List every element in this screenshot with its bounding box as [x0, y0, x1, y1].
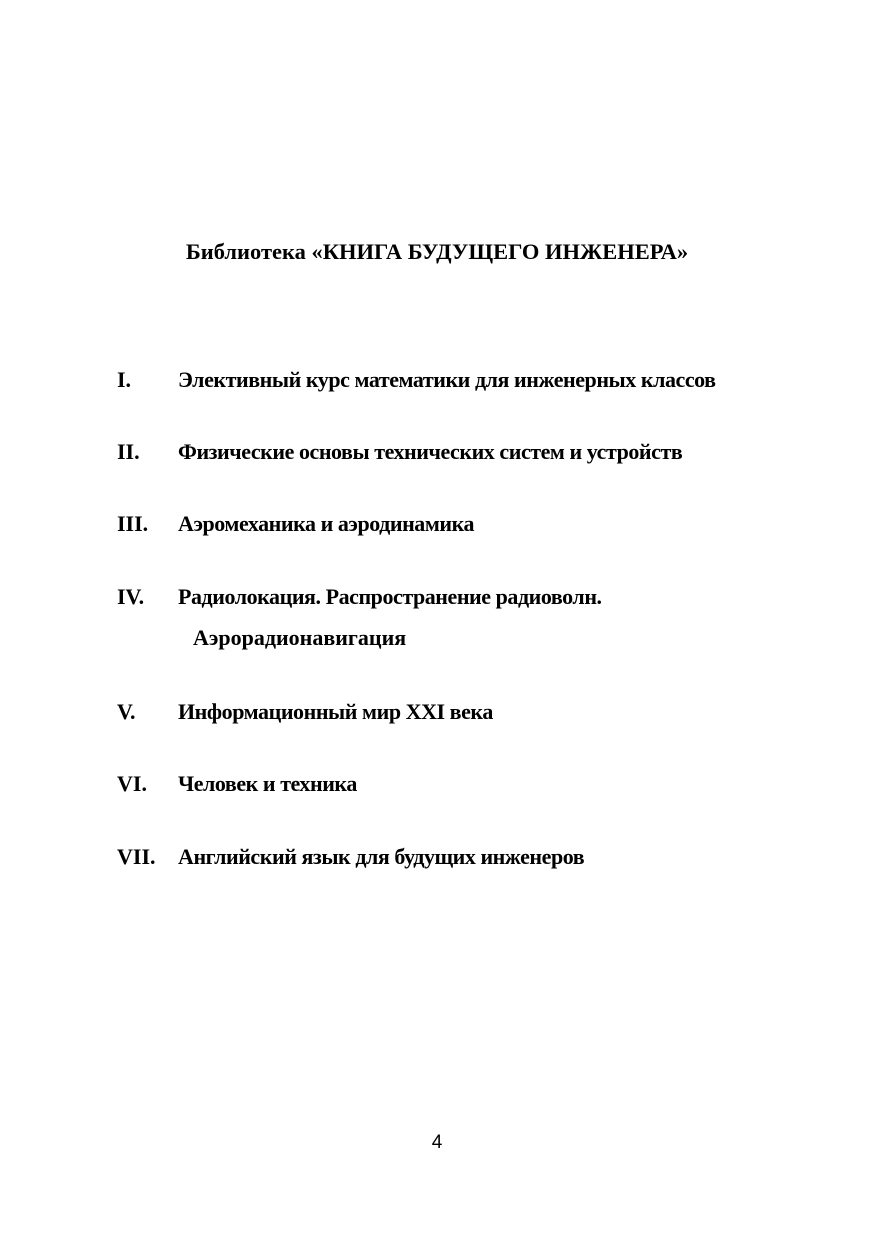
toc-item-numeral: III. [117, 511, 149, 536]
library-title: Библиотека «КНИГА БУДУЩЕГО ИНЖЕНЕРА» [185, 239, 689, 264]
toc-item-title: Человек и техника [178, 771, 357, 796]
toc-item-numeral: V. [117, 699, 136, 724]
toc-item-title: Английский язык для будущих инженеров [178, 844, 585, 869]
toc-item-title: Физические основы технических систем и устройств [178, 439, 683, 464]
toc-item-title: Аэромеханика и аэродинамика [178, 511, 475, 536]
toc-item-title-continued: Аэрорадионавигация [193, 625, 407, 650]
toc-item-numeral: IV. [117, 584, 145, 609]
toc-item-title: Элективный курс математики для инженерных классов [178, 367, 716, 392]
toc-item-numeral: I. [117, 367, 132, 392]
toc-item-numeral: II. [117, 439, 140, 464]
toc-item-title: Информационный мир XXI века [178, 699, 493, 724]
toc-item-numeral: VI. [117, 771, 147, 796]
page-number: 4 [431, 1132, 443, 1153]
toc-item-numeral: VII. [117, 844, 156, 869]
toc-item-title: Радиолокация. Распространение радиоволн. [178, 584, 602, 609]
